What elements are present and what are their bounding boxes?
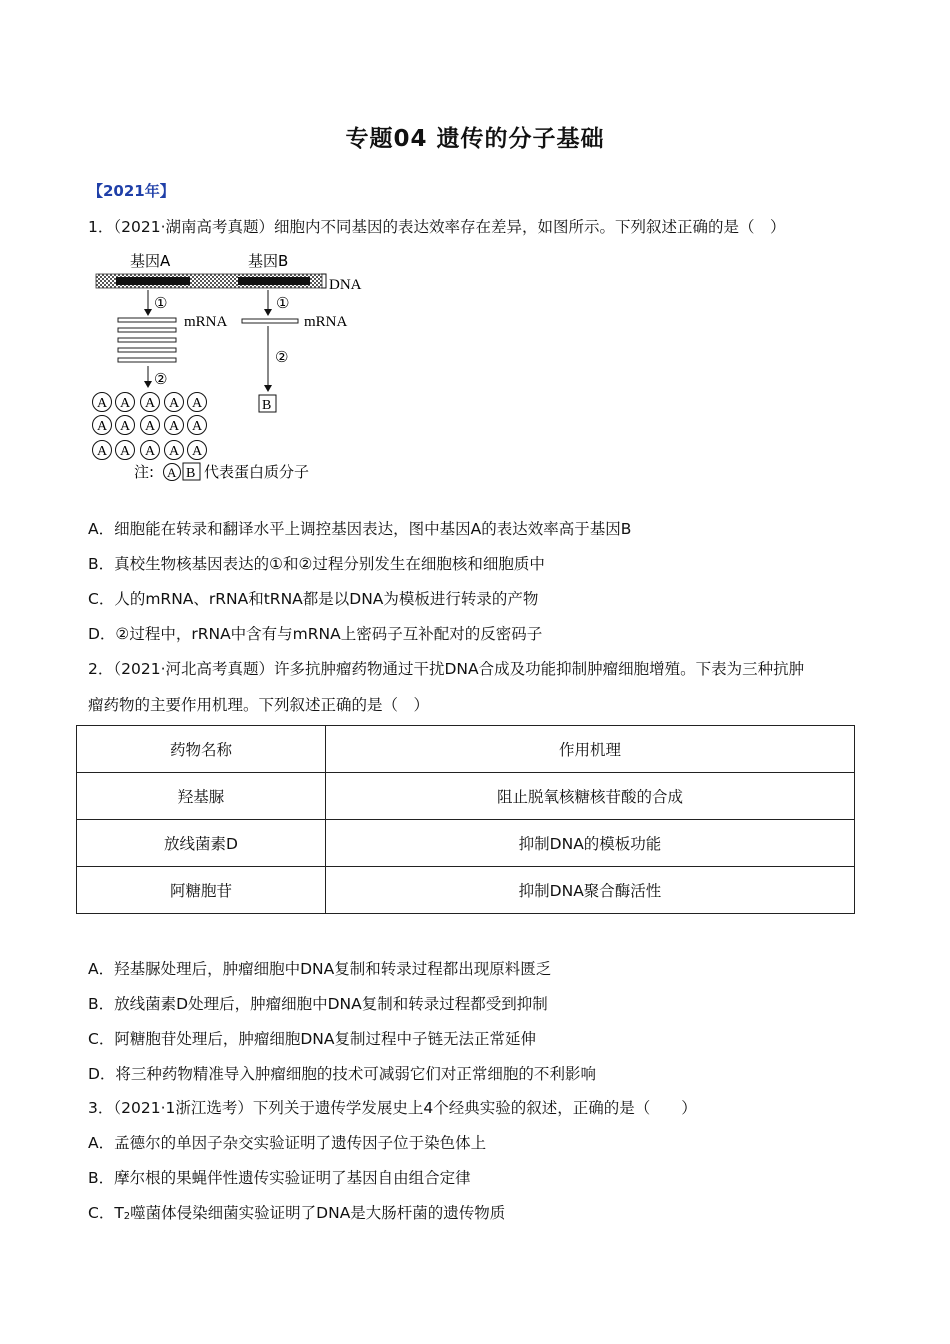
- question-3-option-c-prefix: C．T: [88, 1204, 124, 1222]
- table-row: [77, 867, 855, 914]
- gene-b-label: 基因B: [248, 252, 289, 270]
- legend-protein-b-letter: B: [186, 466, 196, 481]
- protein-a-letter: A: [192, 419, 203, 434]
- mrna-b-label: mRNA: [304, 314, 348, 330]
- mrna-b-strand: [242, 319, 298, 323]
- protein-a-letter: A: [169, 396, 180, 411]
- table-cell-drug: 放线菌素D: [77, 820, 326, 867]
- question-3-text: （2021·1浙江选考）下列关于遗传学发展史上4个经典实验的叙述，正确的是（ ）: [113, 1099, 697, 1117]
- legend-text: 代表蛋白质分子: [204, 463, 310, 481]
- question-3-stem: [88, 1096, 697, 1118]
- table-header-row: [77, 726, 855, 773]
- dna-strand: [96, 274, 322, 288]
- question-2-number: 2．: [88, 660, 114, 678]
- question-1-text: （2021·湖南高考真题）细胞内不同基因的表达效率存在差异，如图所示。下列叙述正确的是（ ）: [113, 218, 786, 236]
- question-1-option-d[interactable]: D．②过程中，rRNA中含有与mRNA上密码子互补配对的反密码子: [88, 625, 543, 643]
- mrna-a-stack: [118, 318, 176, 362]
- dna-label: DNA: [329, 277, 362, 293]
- question-3-number: 3．: [88, 1099, 114, 1117]
- arrowhead-a2: [144, 381, 152, 388]
- arrowhead-b1: [264, 309, 272, 316]
- question-3-option-c-subscript: 2: [123, 1211, 131, 1222]
- protein-a-molecules: [93, 393, 207, 460]
- table-row: [77, 820, 855, 867]
- table-cell-mechanism: 抑制DNA聚合酶活性: [326, 867, 855, 914]
- protein-a-letter: A: [120, 396, 131, 411]
- protein-a-letter: A: [145, 444, 156, 459]
- protein-a-letter: A: [145, 419, 156, 434]
- question-1-stem: [88, 215, 786, 237]
- table-cell-drug: 羟基脲: [77, 773, 326, 820]
- step2-label-b: ②: [275, 348, 289, 366]
- table-cell-mechanism: 阻止脱氧核糖核苷酸的合成: [326, 773, 855, 820]
- protein-a-letter: A: [169, 444, 180, 459]
- question-1-option-a[interactable]: A．细胞能在转录和翻译水平上调控基因表达，图中基因A的表达效率高于基因B: [88, 520, 632, 538]
- legend-prefix: 注:: [134, 463, 155, 481]
- step1-label-b: ①: [276, 294, 290, 312]
- protein-a-letter: A: [97, 444, 108, 459]
- question-2-stem-line1: [88, 657, 804, 679]
- question-3-option-b[interactable]: B．摩尔根的果蝇伴性遗传实验证明了基因自由组合定律: [88, 1169, 471, 1187]
- section-heading: 【2021年】: [88, 182, 175, 200]
- question-2-stem-line2: 瘤药物的主要作用机理。下列叙述正确的是（ ）: [88, 696, 430, 714]
- gene-a-label: 基因A: [130, 252, 171, 270]
- protein-a-letter: A: [169, 419, 180, 434]
- protein-a-letter: A: [97, 419, 108, 434]
- page-title: 专题04 遗传的分子基础: [345, 126, 605, 152]
- question-1-number: 1．: [88, 218, 114, 236]
- step2-label-a: ②: [154, 370, 168, 388]
- mrna-a-label: mRNA: [184, 314, 228, 330]
- table-cell-drug: 阿糖胞苷: [77, 867, 326, 914]
- drug-mechanism-table: [76, 725, 855, 914]
- protein-a-letter: A: [145, 396, 156, 411]
- gene-expression-figure: [92, 248, 382, 488]
- protein-a-letter: A: [120, 419, 131, 434]
- question-3-option-c[interactable]: [88, 1201, 505, 1223]
- question-3-option-a[interactable]: A．孟德尔的单因子杂交实验证明了遗传因子位于染色体上: [88, 1134, 487, 1152]
- question-1-option-b[interactable]: B．真校生物核基因表达的①和②过程分别发生在细胞核和细胞质中: [88, 555, 545, 573]
- protein-a-letter: A: [97, 396, 108, 411]
- question-2-option-a[interactable]: A．羟基脲处理后，肿瘤细胞中DNA复制和转录过程都出现原料匮乏: [88, 960, 552, 978]
- protein-b-letter: B: [262, 398, 272, 413]
- arrowhead-a1: [144, 309, 152, 316]
- step1-label-a: ①: [154, 294, 168, 312]
- question-2-option-b[interactable]: B．放线菌素D处理后，肿瘤细胞中DNA复制和转录过程都受到抑制: [88, 995, 548, 1013]
- table-header-mechanism: 作用机理: [326, 726, 855, 773]
- table-header-drug: 药物名称: [77, 726, 326, 773]
- protein-a-letter: A: [120, 444, 131, 459]
- legend-protein-a-letter: A: [167, 465, 177, 480]
- table-row: [77, 773, 855, 820]
- arrowhead-b2: [264, 385, 272, 392]
- question-2-option-d[interactable]: D．将三种药物精准导入肿瘤细胞的技术可减弱它们对正常细胞的不利影响: [88, 1065, 596, 1083]
- question-2-option-c[interactable]: C．阿糖胞苷处理后，肿瘤细胞DNA复制过程中子链无法正常延伸: [88, 1030, 536, 1048]
- table-cell-mechanism: 抑制DNA的模板功能: [326, 820, 855, 867]
- protein-a-letter: A: [192, 396, 203, 411]
- question-1-option-c[interactable]: C．人的mRNA、rRNA和tRNA都是以DNA为模板进行转录的产物: [88, 590, 539, 608]
- question-3-option-c-text: 噬菌体侵染细菌实验证明了DNA是大肠杆菌的遗传物质: [130, 1204, 506, 1222]
- protein-a-letter: A: [192, 444, 203, 459]
- question-2-text-line1: （2021·河北高考真题）许多抗肿瘤药物通过干扰DNA合成及功能抑制肿瘤细胞增殖。下表为三种抗肿: [113, 660, 805, 678]
